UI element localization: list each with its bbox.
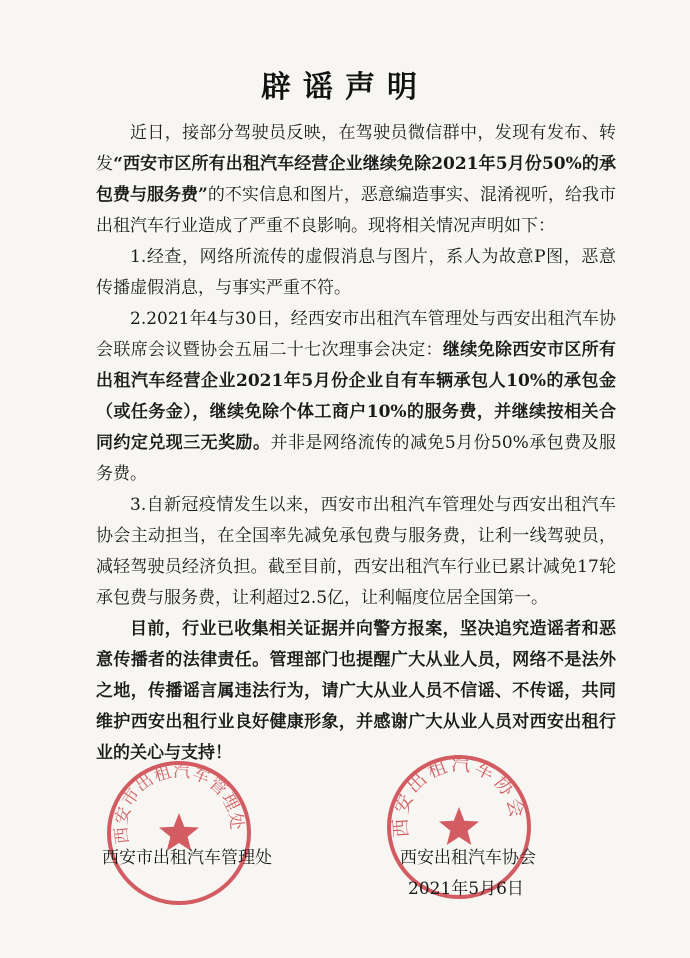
paragraph-run: 2.2021年4与30日，经西安市出租汽车管理处与西安出租汽车协会联席会议暨协会五届二十七次理事会决定： <box>96 309 616 360</box>
seal-stamp-left <box>104 758 254 908</box>
paragraph-5 <box>96 614 616 769</box>
paragraph-run: 近日，接部分驾驶员反映，在驾驶员微信群中，发现有发布、转发 <box>96 123 616 174</box>
paragraph-run: 管理部门也提醒广大从业人员，网络不是法外之地，传播谣言属违法行为，请广大从业人员不信谣、不传谣，共同维护西安出租行业良好健康形象，并感谢广大从业人员对西安出租行业的关心与支持！ <box>96 650 617 763</box>
seal-right-star-icon <box>439 807 479 845</box>
seal-right-arc-text: 西安出租汽车协会 <box>389 753 529 839</box>
paragraph-run: 并非是网络流传的减免5月份50%承包费及服务费。 <box>96 433 617 484</box>
paragraph-run: 继续免除西安市区所有出租汽车经营企业2021年5月份企业自有车辆承包人10%的承包金（或任务金），继续免除个体工商户10%的服务费，并继续按相关合同约定兑现三无奖励。 <box>96 340 617 453</box>
signature-right: 西安出租汽车协会 <box>400 848 536 868</box>
document-title: 辟谣声明 <box>261 70 429 105</box>
paragraph-run: 的不实信息和图片，恶意编造事实、混淆视听，给我市出租汽车行业造成了严重不良影响。现将相关情况声明如下： <box>96 185 617 236</box>
paragraph-run: 3.自新冠疫情发生以来，西安市出租汽车管理处与西安出租汽车协会主动担当，在全国率先减免承包费与服务费，让利一线驾驶员，减轻驾驶员经济负担。截至目前，西安出租汽车行业已累计减免17轮承包费与服务费，让利超过2.5亿，让利幅度位居全国第一。 <box>96 495 616 608</box>
paragraph-3 <box>96 304 616 490</box>
document-body <box>96 118 616 769</box>
seal-left-arc-text: 西安市出租汽车管理处 <box>111 761 247 845</box>
paragraph-4 <box>96 490 616 614</box>
signature-date: 2021年5月6日 <box>408 879 524 899</box>
paragraph-run: “西安市区所有出租汽车经营企业继续免除2021年5月份50%的承包费与服务费” <box>96 154 617 205</box>
paragraph-run: 目前，行业已收集相关证据并向警方报案，坚决追究造谣者和恶意传播者的法律责任。 <box>96 619 616 670</box>
paragraph-1 <box>96 118 616 242</box>
paragraph-run: 1.经查，网络所流传的虚假消息与图片，系人为故意P图，恶意传播虚假消息，与事实严重不符。 <box>96 247 616 298</box>
paragraph-2 <box>96 242 616 304</box>
signature-left: 西安市出租汽车管理处 <box>102 848 272 868</box>
